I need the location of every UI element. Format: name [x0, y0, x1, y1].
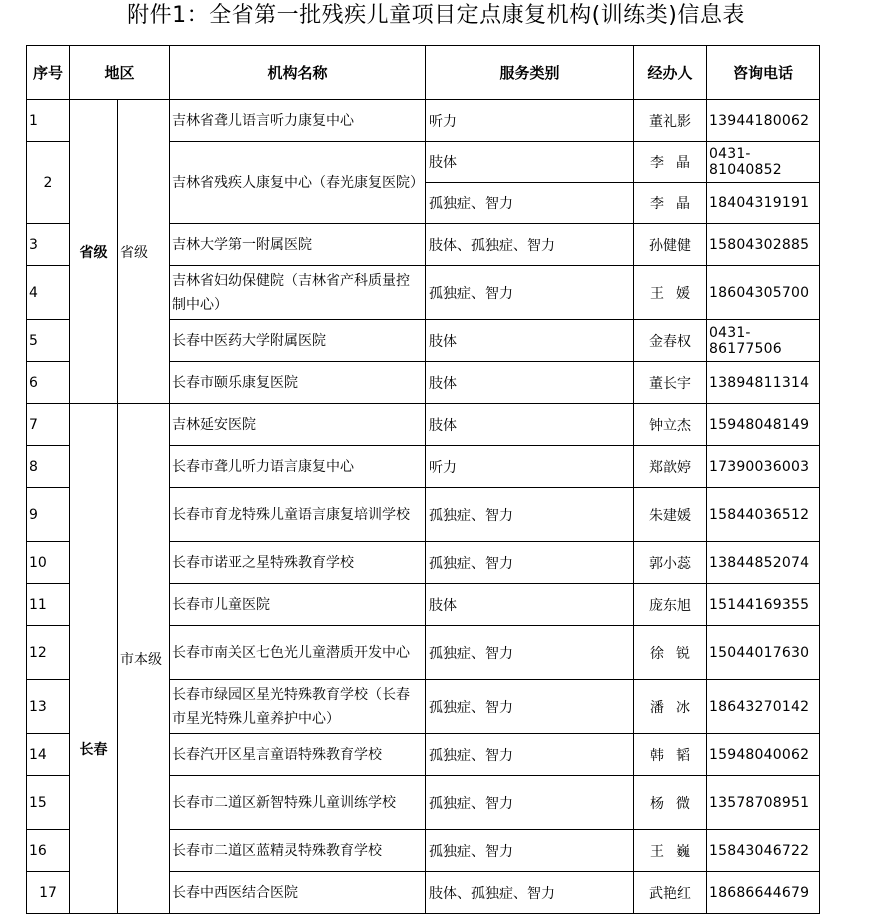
row-name: 吉林大学第一附属医院: [170, 224, 426, 266]
row-person: 钟立杰: [634, 404, 707, 446]
row-service: 肢体: [426, 142, 634, 183]
row-seq: 13: [27, 680, 70, 734]
row-name: 长春市聋儿听力语言康复中心: [170, 446, 426, 488]
row-seq: 6: [27, 362, 70, 404]
row-person: 李晶: [634, 183, 707, 224]
row-service: 肢体: [426, 320, 634, 362]
row-phone: 15804302885: [707, 224, 820, 266]
row-name: 长春市二道区蓝精灵特殊教育学校: [170, 830, 426, 872]
row-service: 孤独症、智力: [426, 626, 634, 680]
row-phone: 0431-86177506: [707, 320, 820, 362]
row-name: 吉林延安医院: [170, 404, 426, 446]
row-person: 金春权: [634, 320, 707, 362]
row-name: 长春汽开区星言童语特殊教育学校: [170, 734, 426, 776]
row-service: 听力: [426, 100, 634, 142]
row-person: 李晶: [634, 142, 707, 183]
row-service: 孤独症、智力: [426, 488, 634, 542]
row-person: 武艳红: [634, 872, 707, 914]
row-name: 长春市育龙特殊儿童语言康复培训学校: [170, 488, 426, 542]
table-header-row: [27, 46, 820, 100]
row-phone: 18643270142: [707, 680, 820, 734]
header-service: 服务类别: [426, 46, 634, 100]
row-phone: 17390036003: [707, 446, 820, 488]
row-name: 长春市诺亚之星特殊教育学校: [170, 542, 426, 584]
row-seq: 2: [27, 142, 70, 224]
header-name: 机构名称: [170, 46, 426, 100]
row-phone: 15948040062: [707, 734, 820, 776]
row-service: 孤独症、智力: [426, 542, 634, 584]
region-level2-province: 省级: [118, 100, 170, 404]
row-person: 徐锐: [634, 626, 707, 680]
table-row: [27, 404, 820, 446]
row-name: 吉林省残疾人康复中心（春光康复医院）: [170, 142, 426, 224]
row-seq: 5: [27, 320, 70, 362]
header-region: 地区: [70, 46, 170, 100]
row-phone: 13944180062: [707, 100, 820, 142]
row-seq: 15: [27, 776, 70, 830]
row-seq: 8: [27, 446, 70, 488]
institution-table: [26, 45, 820, 914]
row-service: 肢体、孤独症、智力: [426, 872, 634, 914]
row-person: 王媛: [634, 266, 707, 320]
row-name: 长春中西医结合医院: [170, 872, 426, 914]
row-service: 孤独症、智力: [426, 830, 634, 872]
row-name: 长春市二道区新智特殊儿童训练学校: [170, 776, 426, 830]
row-phone: 18404319191: [707, 183, 820, 224]
row-service: 孤独症、智力: [426, 776, 634, 830]
page-title: 附件1：全省第一批残疾儿童项目定点康复机构(训练类)信息表: [127, 3, 745, 28]
row-person: 郭小蕊: [634, 542, 707, 584]
row-seq: 17: [27, 872, 70, 914]
header-phone: 咨询电话: [707, 46, 820, 100]
row-service: 孤独症、智力: [426, 680, 634, 734]
row-service: 孤独症、智力: [426, 183, 634, 224]
row-name: 吉林省聋儿语言听力康复中心: [170, 100, 426, 142]
row-phone: 13578708951: [707, 776, 820, 830]
row-person: 孙健健: [634, 224, 707, 266]
row-name: 长春市儿童医院: [170, 584, 426, 626]
row-phone: 13894811314: [707, 362, 820, 404]
row-seq: 9: [27, 488, 70, 542]
row-seq: 10: [27, 542, 70, 584]
row-phone: 0431-81040852: [707, 142, 820, 183]
row-phone: 13844852074: [707, 542, 820, 584]
row-name: 长春市南关区七色光儿童潜质开发中心: [170, 626, 426, 680]
row-person: 郑歆婷: [634, 446, 707, 488]
row-seq: 11: [27, 584, 70, 626]
row-phone: 15948048149: [707, 404, 820, 446]
table-row: [27, 100, 820, 142]
row-phone: 15844036512: [707, 488, 820, 542]
row-seq: 14: [27, 734, 70, 776]
row-service: 听力: [426, 446, 634, 488]
row-phone: 15144169355: [707, 584, 820, 626]
row-name: 吉林省妇幼保健院（吉林省产科质量控制中心）: [170, 266, 426, 320]
row-service: 肢体: [426, 404, 634, 446]
header-seq: 序号: [27, 46, 70, 100]
row-service: 孤独症、智力: [426, 734, 634, 776]
row-name: 长春市绿园区星光特殊教育学校（长春市星光特殊儿童养护中心）: [170, 680, 426, 734]
row-seq: 3: [27, 224, 70, 266]
row-service: 肢体: [426, 584, 634, 626]
row-person: 韩韬: [634, 734, 707, 776]
region-level2-changchun: 市本级: [118, 404, 170, 914]
row-phone: 15843046722: [707, 830, 820, 872]
row-service: 肢体、孤独症、智力: [426, 224, 634, 266]
row-phone: 18686644679: [707, 872, 820, 914]
row-person: 杨微: [634, 776, 707, 830]
row-person: 董长宇: [634, 362, 707, 404]
row-seq: 16: [27, 830, 70, 872]
row-person: 董礼影: [634, 100, 707, 142]
header-person: 经办人: [634, 46, 707, 100]
row-service: 肢体: [426, 362, 634, 404]
row-service: 孤独症、智力: [426, 266, 634, 320]
row-name: 长春中医药大学附属医院: [170, 320, 426, 362]
row-phone: 15044017630: [707, 626, 820, 680]
region-level1-changchun: 长春: [70, 404, 118, 914]
row-person: 庞东旭: [634, 584, 707, 626]
row-person: 潘冰: [634, 680, 707, 734]
row-seq: 12: [27, 626, 70, 680]
row-person: 朱建媛: [634, 488, 707, 542]
row-person: 王巍: [634, 830, 707, 872]
region-level1-province: 省级: [70, 100, 118, 404]
row-name: 长春市颐乐康复医院: [170, 362, 426, 404]
row-seq: 1: [27, 100, 70, 142]
row-seq: 7: [27, 404, 70, 446]
row-seq: 4: [27, 266, 70, 320]
row-phone: 18604305700: [707, 266, 820, 320]
